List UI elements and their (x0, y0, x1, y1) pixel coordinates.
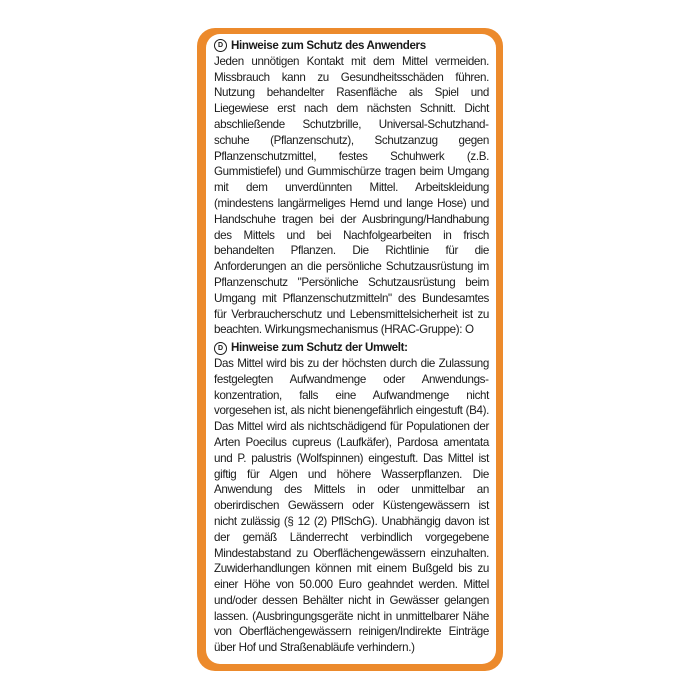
section-user-protection (214, 38, 489, 338)
label-text-panel (206, 34, 496, 664)
section-heading (214, 340, 489, 356)
country-badge-icon: D (214, 342, 227, 355)
heading-text: Hinweise zum Schutz des Anwenders (231, 39, 426, 52)
section-environment-protection (214, 340, 489, 656)
section-heading (214, 38, 489, 54)
section-body-text: Das Mittel wird bis zu der höchsten durch die Zulassung festgelegten Aufwandmenge oder Anwendungskonzentration, falls eine Aufwandmenge nicht vorgesehen ist, als nicht bienengefährlich eingestuft (B4). Das Mittel wird als nichtschädigend für Populationen der Arten Poecilus cupreus (Laufkäfer), Pardosa amentata und P. palustris (Wolfspinnen) eingestuft. Das Mittel ist giftig für Algen und höhere Wasserpflanzen. Die Anwendung des Mittels in oder unmittelbar an oberirdischen Gewässern oder Küstengewässern ist nicht zulässig (§ 12 (2) PflSchG). Unabhängig davon ist der gemäß Länderrecht verbindlich vorgegebene Mindestabstand zu Oberflächengewässern einzuhalten. Zuwiderhandlungen können mit einem Bußgeld bis zu einer Höhe von 50.000 Euro geahndet werden. Mittel und/oder dessen Behälter nicht in Gewässer gelangen lassen. (Ausbringungsgeräte nicht in unmittelbarer Nähe von Oberflächengewässern reinigen/Indirekte Einträge über Hof und Straßenabläufe verhindern.) (214, 356, 489, 655)
country-badge-icon: D (214, 39, 227, 52)
heading-text: Hinweise zum Schutz der Umwelt: (231, 341, 408, 355)
section-body-text: Jeden unnötigen Kontakt mit dem Mittel vermeiden. Missbrauch kann zu Gesundheitsschäden führen. Nutzung behandelter Rasenfläche als Spiel und Liegewiese erst nach dem nächsten Schnitt. Dicht abschließende Schutzbrille, Universal-Schutzhandschuhe (Pflanzenschutz), Schutzanzug gegen Pflanzenschutzmittel, festes Schuhwerk (z.B. Gummistiefel) und Gummischürze tragen beim Umgang mit dem unverdünnten Mittel. Arbeitskleidung (mindestens langärmeliges Hemd und lange Hose) und Handschuhe tragen bei der Ausbringung/Handhabung des Mittels und bei Nachfolgearbeiten in frisch behandelten Pflanzen. Die Richtlinie für die Anforderungen an die persönliche Schutzausrüstung im Pflanzenschutz "Persönliche Schutzausrüstung beim Umgang mit Pflanzenschutzmitteln" des Bundesamtes für Verbraucherschutz und Lebensmittelsicherheit ist zu beachten. Wirkungsmechanismus (HRAC-Gruppe): O (214, 54, 489, 337)
